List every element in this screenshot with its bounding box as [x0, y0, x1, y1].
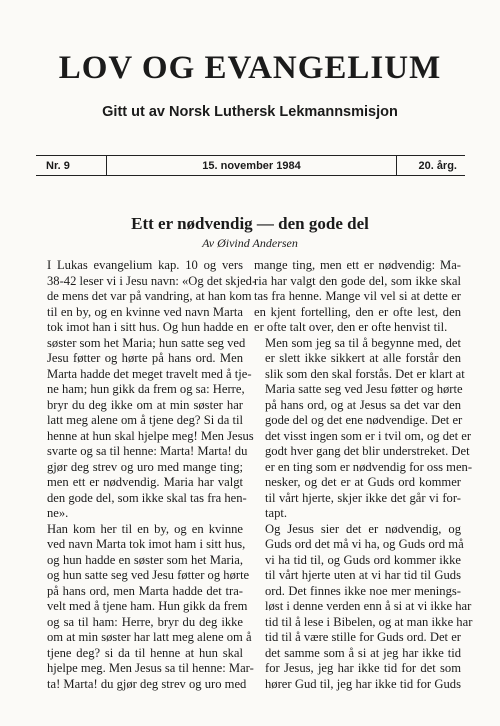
text-line: bryr du deg ikke om at min søster har	[47, 397, 243, 412]
text-line: søster som het Maria; hun satte seg ved	[47, 335, 246, 350]
paragraph	[36, 521, 254, 693]
issue-date: 15. november 1984	[107, 156, 397, 175]
text-line: ne».	[47, 506, 69, 520]
paragraph	[254, 258, 461, 336]
text-line: latt meg alene om å tjene deg? Si da til	[47, 413, 243, 427]
issue-bar	[36, 155, 465, 176]
paragraph	[254, 335, 473, 522]
issue-number: Nr. 9	[36, 156, 107, 175]
article-title: Ett er nødvendig — den gode del	[131, 214, 369, 233]
text-line: tid til å være stille for Guds ord. Det er	[265, 630, 461, 644]
text-line: og hun satte seg ved Jesu føtter og hørte	[47, 568, 250, 582]
text-line: Men som jeg sa til å begynne med, det	[265, 335, 461, 350]
text-line: Guds ord det må vi ha, og Guds ord må	[265, 537, 464, 551]
text-line: ved navn Marta tok imot ham i sitt hus,	[47, 537, 246, 551]
text-line: er slett ikke sikkert at alle forstår den	[265, 351, 461, 365]
text-line: på hans ord, men Marta hadde det tra-	[47, 583, 243, 598]
article-column-right	[254, 258, 473, 692]
text-line: på hans ord, og at Jesus sa det var den	[265, 397, 461, 412]
text-line: slik som den skal forstås. Det er klart at	[265, 366, 465, 381]
text-line: ta! Marta! du gjør deg strev og uro med	[47, 676, 247, 691]
text-line: den gode del, som ikke skal tas fra hen-	[47, 490, 247, 505]
text-line: svarte og sa til henne: Marta! Marta! du	[47, 444, 248, 458]
text-line: Maria satte seg ved Jesu føtter og hørte	[265, 382, 463, 396]
text-line: til en by, og en kvinne ved navn Marta	[47, 304, 243, 319]
text-line: Jesu føtter og hørte på hans ord. Men	[47, 351, 243, 365]
article-author: Av Øivind Andersen	[202, 236, 298, 250]
text-line: Og Jesus sier det er nødvendig, og	[265, 521, 461, 536]
text-line: ria har valgt den gode del, som ikke skal	[254, 273, 461, 288]
text-line: til vårt hjerte uten at vi har tid til Guds	[265, 568, 461, 582]
text-line: en kjent fortelling, den er ofte lest, den	[254, 304, 461, 319]
text-line: vi ha tid til, og Guds ord kommer ikke	[265, 552, 461, 567]
text-line: er ofte talt over, den er ofte henvist til.	[254, 320, 448, 334]
text-line: til vårt hjerte, skjer ikke det går vi for-	[265, 490, 461, 505]
text-line: Han kom her til en by, og en kvinne	[47, 521, 243, 536]
text-line: hjelpe meg. Men Jesus sa til henne: Mar-	[47, 661, 254, 675]
text-line: det samme som å si at jeg har ikke tid	[265, 645, 461, 660]
masthead-subtitle: Gitt ut av Norsk Luthersk Lekmannsmisjon	[102, 104, 398, 120]
text-line: 38-42 leser vi i Jesu navn: «Og det skjed-	[47, 273, 257, 288]
paragraph	[36, 258, 257, 522]
text-line: ord. Det finnes ikke noe mer menings-	[265, 583, 461, 598]
text-line: tok imot han i sitt hus. Og hun hadde en	[47, 320, 249, 334]
paragraph	[254, 521, 473, 693]
text-line: og hun hadde en søster som het Maria,	[47, 552, 243, 567]
text-line: de mens det var på vandring, at han kom	[47, 289, 252, 303]
text-line: løst i denne verden enn å si at vi ikke har	[265, 599, 472, 613]
text-line: men ett er nødvendig. Maria har valgt	[47, 475, 243, 489]
text-line: mange ting, men ett er nødvendig: Ma-	[254, 258, 461, 272]
text-line: I Lukas evangelium kap. 10 og vers	[47, 258, 243, 272]
text-line: hører Gud til, jeg har ikke tid for Guds	[265, 676, 461, 691]
text-line: nesker, og det er at Guds ord kommer	[265, 475, 461, 489]
masthead-title: LOV OG EVANGELIUM	[58, 50, 442, 86]
text-line: for Jesus, jeg har ikke tid for det som	[265, 661, 461, 675]
text-line: velt med å tjene ham. Hun gikk da frem	[47, 599, 248, 613]
text-line: det visst ingen som er i tvil om, og det er	[265, 428, 472, 443]
text-line: henne at hun skal hjelpe meg! Men Jesus	[47, 428, 254, 443]
article-column-left	[36, 258, 257, 692]
text-line: tas fra henne. Mange vil vel si at dette er	[254, 289, 461, 303]
text-line: Marta hadde det meget travelt med å tje-	[47, 366, 252, 381]
text-line: og sa til ham: Herre, bryr du deg ikke	[47, 614, 243, 629]
text-line: gode del og det ene nødvendige. Det er	[265, 413, 463, 427]
text-line: er en ting som er nødvendig for oss men-	[265, 459, 473, 474]
text-line: ne ham; hun gikk da frem og sa: Herre,	[47, 382, 245, 396]
text-line: gjør deg strev og uro med mange ting;	[47, 459, 243, 474]
text-line: tid til å lese i Bibelen, og at man ikke har	[265, 614, 473, 629]
issue-volume: 20. årg.	[418, 159, 457, 172]
text-line: godt hver gang det blir understreket. Det	[265, 444, 470, 458]
text-line: tapt.	[265, 506, 288, 520]
text-line: tjene deg? si da til henne at hun skal	[47, 645, 243, 660]
text-line: om at min søster har latt meg alene om å	[47, 630, 252, 644]
